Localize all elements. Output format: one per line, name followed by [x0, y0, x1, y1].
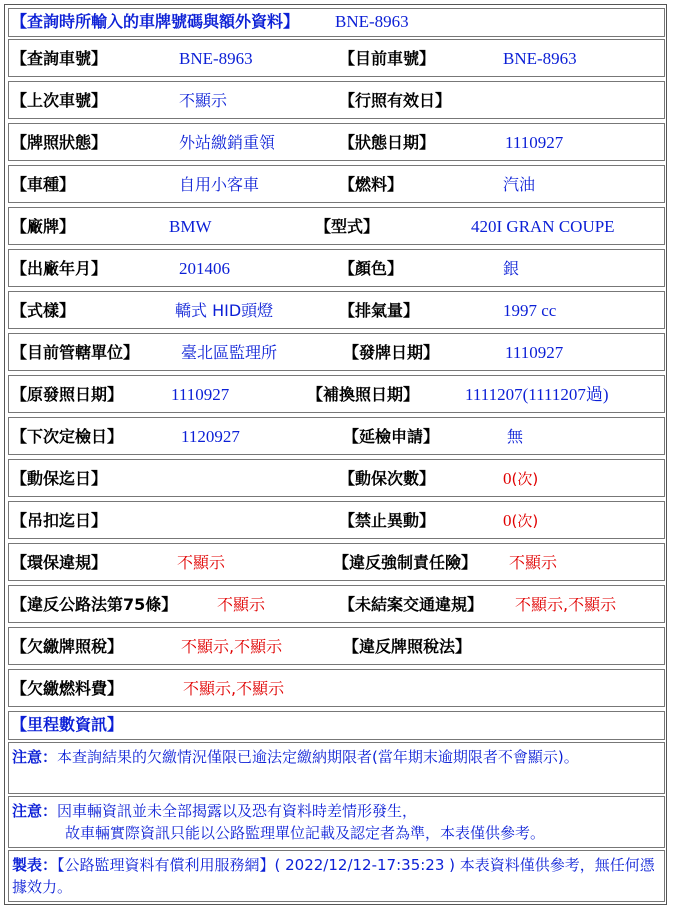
label-color: 【顏色】	[339, 259, 404, 278]
label-manufacture-date: 【出廠年月】	[11, 259, 108, 278]
value-fuel: 汽油	[503, 175, 536, 194]
mileage-label: 【里程數資訊】	[11, 715, 124, 734]
note-overdue	[8, 742, 665, 794]
row-original-issue-date	[8, 375, 665, 413]
label-highway-act-violation: 【違反公路法第75條】	[11, 595, 178, 614]
label-license-valid-date: 【行照有效日】	[339, 91, 452, 110]
value-unpaid-license-tax: 不顯示,不顯示	[181, 637, 283, 656]
label-issue-date: 【發牌日期】	[343, 343, 440, 362]
lien-count-number: 0	[503, 469, 512, 488]
label-plate-status: 【牌照狀態】	[11, 133, 108, 152]
label-license-tax-violation: 【違反牌照稅法】	[343, 637, 472, 656]
label-query-plate: 【查詢車號】	[11, 49, 108, 68]
note-data-lag-line2: 故車輛實際資訊只能以公路監理單位記載及認定者為準，本表僅供參考。	[65, 824, 546, 842]
lien-count-unit: (次)	[511, 470, 539, 488]
value-color: 銀	[503, 259, 520, 278]
label-original-issue-date: 【原發照日期】	[11, 385, 124, 404]
label-lien-end-date: 【動保迄日】	[11, 469, 108, 488]
value-highway-act-violation: 不顯示	[217, 595, 266, 614]
value-previous-plate: 不顯示	[179, 91, 228, 110]
row-query-plate	[8, 39, 665, 77]
note-producer	[8, 850, 665, 902]
transfer-ban-number: 0	[503, 511, 512, 530]
row-environmental-violation	[8, 543, 665, 581]
value-lien-count	[503, 469, 538, 489]
label-reissue-date: 【補換照日期】	[307, 385, 420, 404]
row-plate-status	[8, 123, 665, 161]
row-previous-plate	[8, 81, 665, 119]
label-brand: 【廠牌】	[11, 217, 76, 236]
value-plate-status: 外站繳銷重領	[179, 133, 276, 152]
label-current-plate: 【目前車號】	[339, 49, 436, 68]
row-jurisdiction	[8, 333, 665, 371]
label-unpaid-license-tax: 【欠繳牌照稅】	[11, 637, 124, 656]
row-manufacture-date	[8, 249, 665, 287]
label-model: 【型式】	[315, 217, 380, 236]
note-data-lag-text	[12, 800, 660, 844]
value-inspection-extension: 無	[507, 427, 524, 446]
value-manufacture-date: 201406	[179, 259, 230, 278]
value-displacement: 1997 cc	[503, 301, 557, 320]
note-data-lag-label: 注意：	[12, 802, 58, 820]
label-unpaid-fuel-fee: 【欠繳燃料費】	[11, 679, 124, 698]
label-status-date: 【狀態日期】	[339, 133, 436, 152]
label-insurance-violation: 【違反強制責任險】	[333, 553, 478, 572]
note-overdue-body: 本查詢結果的欠繳情況僅限已逾法定繳納期限者(當年期末逾期限者不會顯示)。	[57, 748, 579, 766]
label-fuel: 【燃料】	[339, 175, 404, 194]
value-status-date: 1110927	[505, 133, 564, 152]
query-header-row	[8, 8, 665, 37]
row-next-inspection	[8, 417, 665, 455]
row-body-style	[8, 291, 665, 329]
query-header-label: 【查詢時所輸入的車牌號碼與額外資料】	[11, 12, 300, 31]
label-environmental-violation: 【環保違規】	[11, 553, 108, 572]
value-reissue-date: 1111207(1111207過)	[465, 385, 609, 404]
note-data-lag-line1: 因車輛資訊並未全部揭露以及恐有資料時差情形發生，	[57, 802, 418, 820]
row-vehicle-type	[8, 165, 665, 203]
value-unpaid-fuel-fee: 不顯示,不顯示	[183, 679, 285, 698]
value-model: 420I GRAN COUPE	[471, 217, 615, 236]
note-data-lag	[8, 796, 665, 848]
value-transfer-ban	[503, 511, 538, 531]
label-body-style: 【式樣】	[11, 301, 76, 320]
value-current-plate: BNE-8963	[503, 49, 577, 68]
note-overdue-label: 注意：	[12, 748, 58, 766]
label-displacement: 【排氣量】	[339, 301, 420, 320]
row-unpaid-license-tax	[8, 627, 665, 665]
label-suspension-end-date: 【吊扣迄日】	[11, 511, 108, 530]
query-header-plate: BNE-8963	[335, 12, 409, 31]
value-body-style: 轎式 HID頭燈	[175, 301, 274, 320]
transfer-ban-unit: (次)	[511, 512, 539, 530]
value-issue-date: 1110927	[505, 343, 564, 362]
value-unresolved-traffic-violation: 不顯示,不顯示	[515, 595, 617, 614]
value-environmental-violation: 不顯示	[177, 553, 226, 572]
row-highway-act-violation	[8, 585, 665, 623]
value-brand: BMW	[169, 217, 212, 236]
note-producer-body: 【公路監理資料有償利用服務網】( 2022/12/12-17:35:23 ) 本表資料僅供參考，無任何憑據效力。	[12, 856, 655, 896]
label-transfer-ban: 【禁止異動】	[339, 511, 436, 530]
label-lien-count: 【動保次數】	[339, 469, 436, 488]
row-lien-end-date	[8, 459, 665, 497]
note-overdue-text	[12, 746, 660, 768]
note-producer-text	[12, 854, 660, 898]
value-original-issue-date: 1110927	[171, 385, 230, 404]
value-query-plate: BNE-8963	[179, 49, 253, 68]
label-vehicle-type: 【車種】	[11, 175, 76, 194]
value-jurisdiction: 臺北區監理所	[181, 343, 278, 362]
label-next-inspection: 【下次定檢日】	[11, 427, 124, 446]
row-brand	[8, 207, 665, 245]
label-jurisdiction: 【目前管轄單位】	[11, 343, 140, 362]
row-suspension-end-date	[8, 501, 665, 539]
value-insurance-violation: 不顯示	[509, 553, 558, 572]
label-previous-plate: 【上次車號】	[11, 91, 108, 110]
note-producer-label: 製表：	[12, 856, 58, 874]
value-vehicle-type: 自用小客車	[179, 175, 260, 194]
label-inspection-extension: 【延檢申請】	[343, 427, 440, 446]
label-unresolved-traffic-violation: 【未結案交通違規】	[339, 595, 484, 614]
value-next-inspection: 1120927	[181, 427, 240, 446]
mileage-section	[8, 711, 665, 740]
row-unpaid-fuel-fee	[8, 669, 665, 707]
